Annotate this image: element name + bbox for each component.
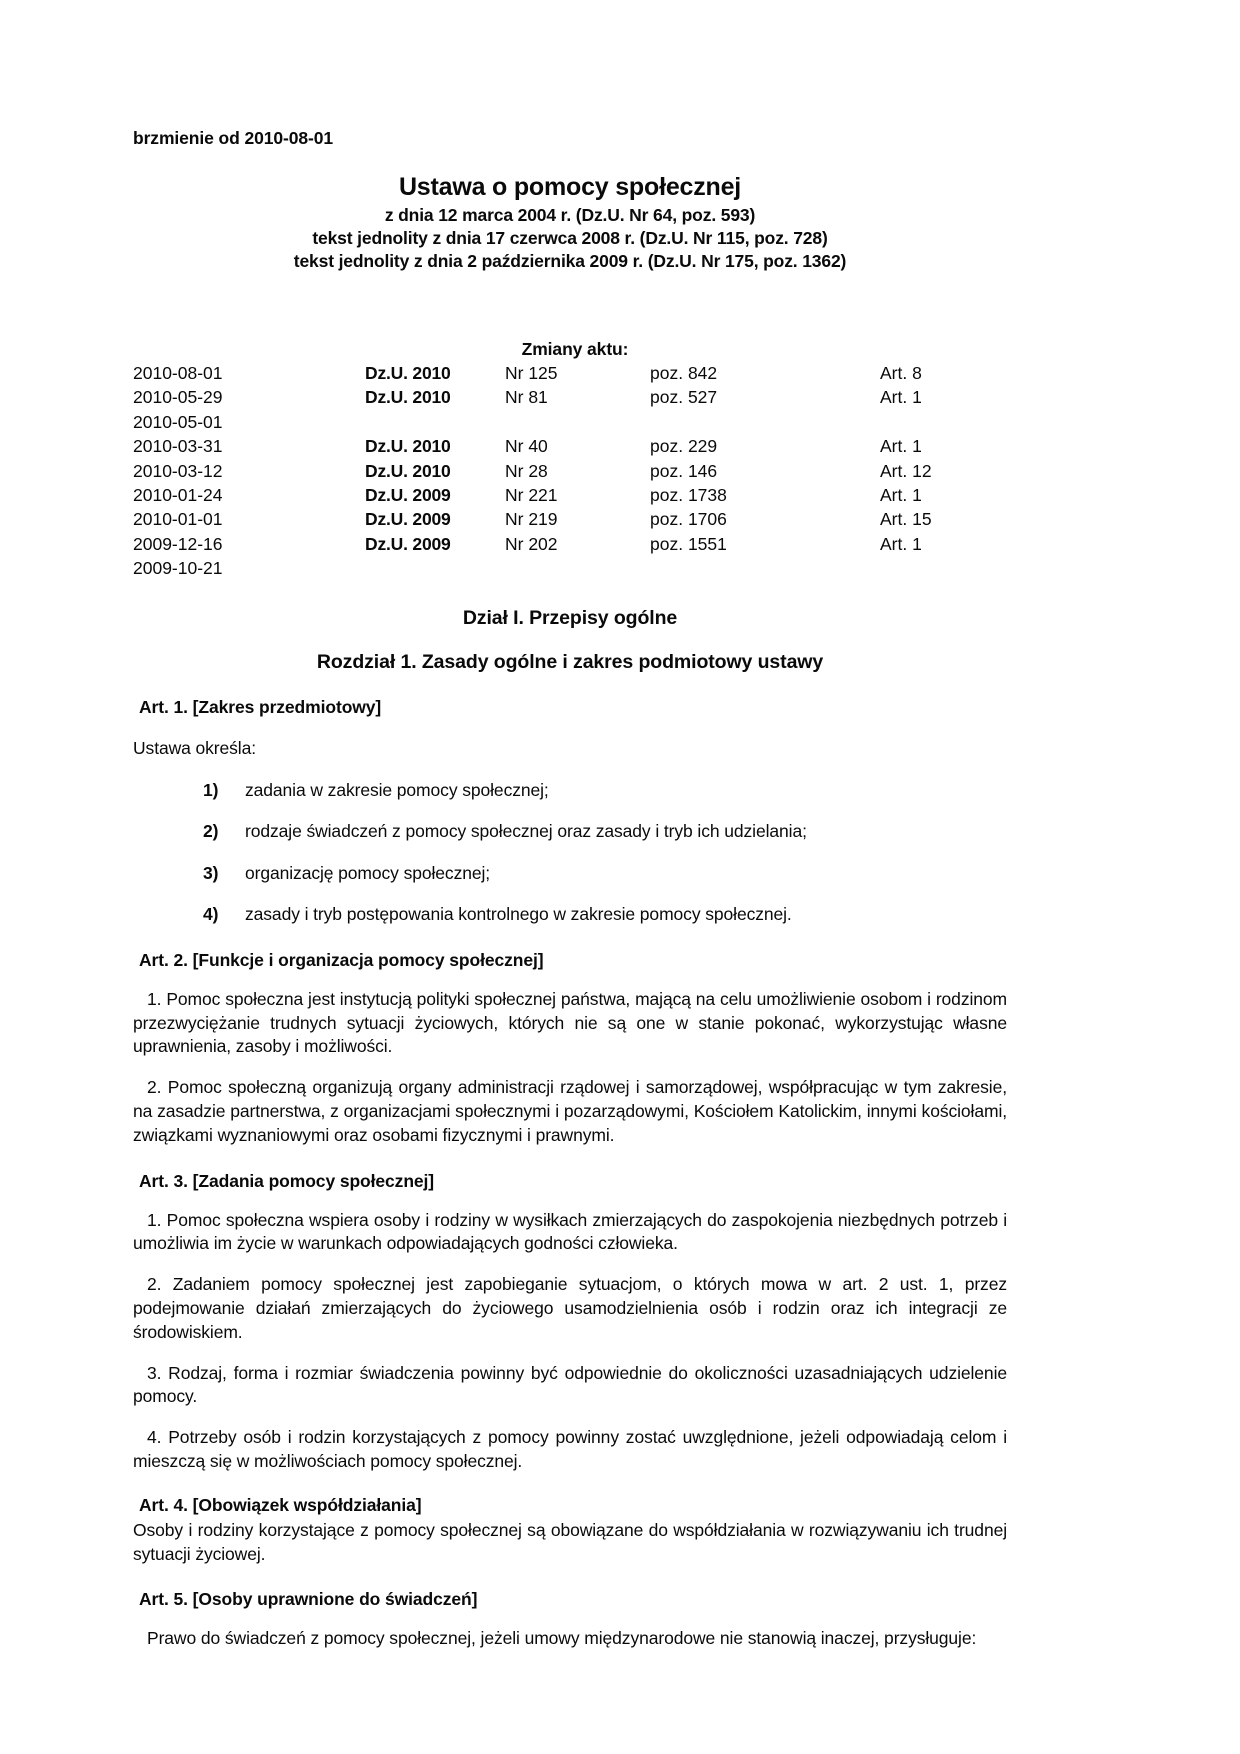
amendment-number: Nr 202 [505,533,558,554]
list-item [133,820,1007,843]
amendment-journal: Dz.U. 2010 [365,436,451,457]
amendment-journal: Dz.U. 2009 [365,509,451,530]
amendment-article: Art. 1 [880,436,922,457]
amendment-article: Art. 1 [880,387,922,408]
amendment-journal: Dz.U. 2009 [365,533,451,554]
amendment-journal [365,410,505,434]
table-row [133,459,1007,483]
amendment-number: Nr 125 [505,362,558,383]
list-item-label: zasady i tryb postępowania kontrolnego w zakresie pomocy społecznej. [245,904,792,925]
document-content [133,128,1007,1651]
amendment-journal: Dz.U. 2010 [365,460,451,481]
amendment-date: 2010-05-29 [133,387,223,408]
amendment-item: poz. 1551 [650,533,727,554]
list-item-label: zadania w zakresie pomocy społecznej; [245,780,549,801]
table-row [133,483,1007,507]
amendment-date: 2009-10-21 [133,558,223,579]
amendment-article: Art. 15 [880,509,932,530]
table-row [133,410,1007,434]
amendments-table [133,361,1007,581]
amendment-article [880,410,1007,434]
list-item-number: 1) [203,780,219,801]
amendment-number [505,410,650,434]
list-item-label: organizację pomocy społecznej; [245,862,491,883]
article-heading-art-4: Art. 4. [Obowiązek współdziałania] [139,1494,422,1515]
article-3-paragraph-3: 3. Rodzaj, forma i rozmiar świadczenia powinny być odpowiednie do okoliczności uzasadniających udzielenie pomocy. [133,1362,1007,1407]
amendment-date: 2010-03-31 [133,436,223,457]
article-heading-art-2: Art. 2. [Funkcje i organizacja pomocy społecznej] [139,949,544,970]
amendment-item [650,557,880,581]
list-item [133,779,1007,802]
article-3-paragraph-4: 4. Potrzeby osób i rodzin korzystających z pomocy powinny zostać uwzględnione, jeżeli odpowiadają celom i mieszczą się w możliwościach pomocy społecznej. [133,1427,1007,1471]
document-title-block [133,173,1007,273]
amendment-item: poz. 842 [650,362,718,383]
article-1-points-list [133,779,1007,927]
amendment-article [880,557,1007,581]
amendment-date: 2010-03-12 [133,460,223,481]
amendments-table-body [133,361,1007,581]
list-item [133,862,1007,885]
article-2-paragraph-2: 2. Pomoc społeczną organizują organy administracji rządowej i samorządowej, współpracując w tym zakresie, na zasadzie partnerstwa, z organizacjami społecznymi i pozarządowymi, Kościołem Katolickim, innymi kościołami, związkami wyznaniowymi oraz osobami fizycznymi i prawnymi. [133,1077,1007,1145]
table-row [133,557,1007,581]
document-subtitle-line-1: z dnia 12 marca 2004 r. (Dz.U. Nr 64, poz. 593) [384,205,756,225]
section-heading-dzial: Dział I. Przepisy ogólne [462,607,678,630]
amendment-number: Nr 28 [505,460,548,481]
article-1-lead-text: Ustawa określa: [133,738,256,759]
article-2-paragraph-1: 1. Pomoc społeczna jest instytucją polityki społecznej państwa, mającą na celu umożliwienie osobom i rodzinom przezwyciężanie trudnych sytuacji życiowych, których nie są one w stanie pokonać, wykorzystując własne uprawnienia, zasoby i możliwości. [133,988,1007,1057]
list-item-number: 2) [203,821,219,842]
amendment-date: 2010-08-01 [133,362,223,383]
amendment-journal [365,557,505,581]
amendment-article: Art. 8 [880,362,922,383]
amendment-item: poz. 229 [650,436,718,457]
amendment-number: Nr 221 [505,484,558,505]
table-row [133,508,1007,532]
document-status-line: brzmienie od 2010-08-01 [133,128,334,148]
amendment-journal: Dz.U. 2010 [365,362,451,383]
amendments-section [133,339,1007,581]
amendment-number: Nr 81 [505,387,548,408]
article-heading-art-1: Art. 1. [Zakres przedmiotowy] [139,697,382,718]
amendment-number [505,557,650,581]
article-5-paragraph-1: Prawo do świadczeń z pomocy społecznej, jeżeli umowy międzynarodowe nie stanowią inaczej, przysługuje: [147,1628,977,1649]
list-item-label: rodzaje świadczeń z pomocy społecznej oraz zasady i tryb ich udzielania; [245,821,807,842]
document-subtitle-line-3: tekst jednolity z dnia 2 października 2009 r. (Dz.U. Nr 175, poz. 1362) [293,251,847,272]
amendment-date: 2010-01-24 [133,484,223,505]
amendment-article: Art. 12 [880,460,932,481]
article-heading-art-5: Art. 5. [Osoby uprawnione do świadczeń] [139,1589,478,1610]
list-item [133,903,1007,926]
table-row [133,361,1007,385]
amendment-date: 2009-12-16 [133,533,223,554]
amendment-item: poz. 1738 [650,484,727,505]
amendment-number: Nr 40 [505,436,548,457]
amendments-heading: Zmiany aktu: [521,339,629,360]
list-item-number: 3) [203,862,219,883]
article-4-paragraph-1: Osoby i rodziny korzystające z pomocy społecznej są obowiązane do współdziałania w rozwiązywaniu ich trudnej sytuacji życiowej. [133,1519,1007,1564]
amendment-journal: Dz.U. 2010 [365,387,451,408]
amendment-item: poz. 1706 [650,509,727,530]
amendment-article: Art. 1 [880,484,922,505]
amendment-item: poz. 146 [650,460,718,481]
page-title: Ustawa o pomocy społecznej [398,173,742,201]
article-3-paragraph-2: 2. Zadaniem pomocy społecznej jest zapobieganie sytuacjom, o których mowa w art. 2 ust. 1, przez podejmowanie działań zmierzających do życiowego usamodzielnienia osób i rodzin oraz ich integracji ze środowiskiem. [133,1274,1007,1342]
amendment-item: poz. 527 [650,387,718,408]
amendment-date: 2010-05-01 [133,411,223,432]
amendment-number: Nr 219 [505,509,558,530]
document-subtitle-line-2: tekst jednolity z dnia 17 czerwca 2008 r. (Dz.U. Nr 115, poz. 728) [312,228,828,249]
amendment-journal: Dz.U. 2009 [365,484,451,505]
section-heading-rozdzial: Rozdział 1. Zasady ogólne i zakres podmiotowy ustawy [316,651,824,674]
table-row [133,386,1007,410]
amendment-article: Art. 1 [880,533,922,554]
article-heading-art-3: Art. 3. [Zadania pomocy społecznej] [139,1170,435,1191]
amendment-date: 2010-01-01 [133,509,223,530]
amendment-item [650,410,880,434]
table-row [133,435,1007,459]
article-3-paragraph-1: 1. Pomoc społeczna wspiera osoby i rodziny w wysiłkach zmierzających do zaspokojenia niezbędnych potrzeb i umożliwia im życie w warunkach odpowiadających godności człowieka. [133,1209,1007,1254]
table-row [133,532,1007,556]
list-item-number: 4) [203,904,219,925]
